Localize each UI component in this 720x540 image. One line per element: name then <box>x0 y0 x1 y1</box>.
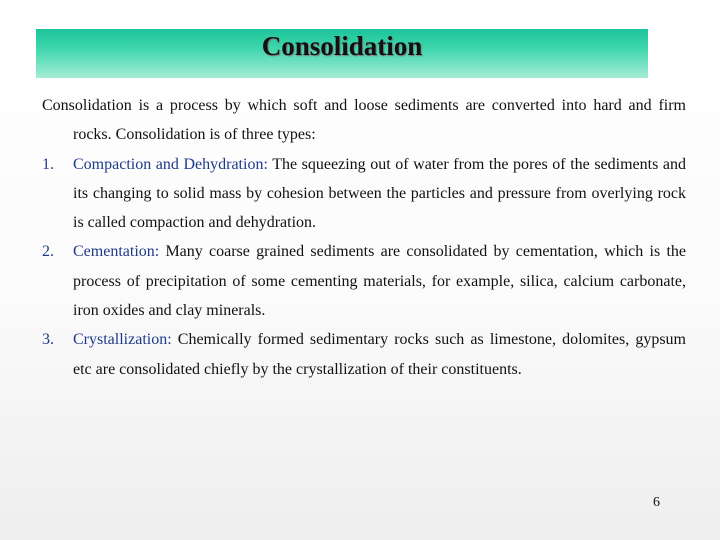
slide-body <box>42 91 686 384</box>
list-item-number: 2. <box>42 243 54 261</box>
list-item-text: The squeezing out of water from the pores of the sediments and its changing to solid mass by cohesion between the particles and pressure from overlying rock is called compaction and dehydration. <box>73 155 687 232</box>
list-item-text: Many coarse grained sediments are consolidated by cementation, which is the process of precipitation of some cementing materials, for example, silica, calcium carbonate, iron oxides and clay minerals. <box>73 243 687 320</box>
list-item-compaction <box>42 150 686 238</box>
page-number: 6 <box>653 495 660 510</box>
slide-title: Consolidation <box>261 31 423 61</box>
list-item-text: Chemically formed sedimentary rocks such as limestone, dolomites, gypsum etc are consolidated chiefly by the crystallization of their constituents. <box>73 331 687 378</box>
list-item-term: Cementation: <box>73 243 160 261</box>
list-item-cementation <box>42 237 686 325</box>
intro-paragraph: Consolidation is a process by which soft and loose sediments are converted into hard and firm rocks. Consolidation is of three types: <box>42 97 686 144</box>
title-bar <box>36 29 648 78</box>
list-item-term: Crystallization: <box>73 331 172 349</box>
list-item-number: 1. <box>42 155 54 173</box>
list-item-term: Compaction and Dehydration: <box>73 155 268 173</box>
list-item-number: 3. <box>42 331 54 349</box>
list-item-crystallization <box>42 325 686 384</box>
